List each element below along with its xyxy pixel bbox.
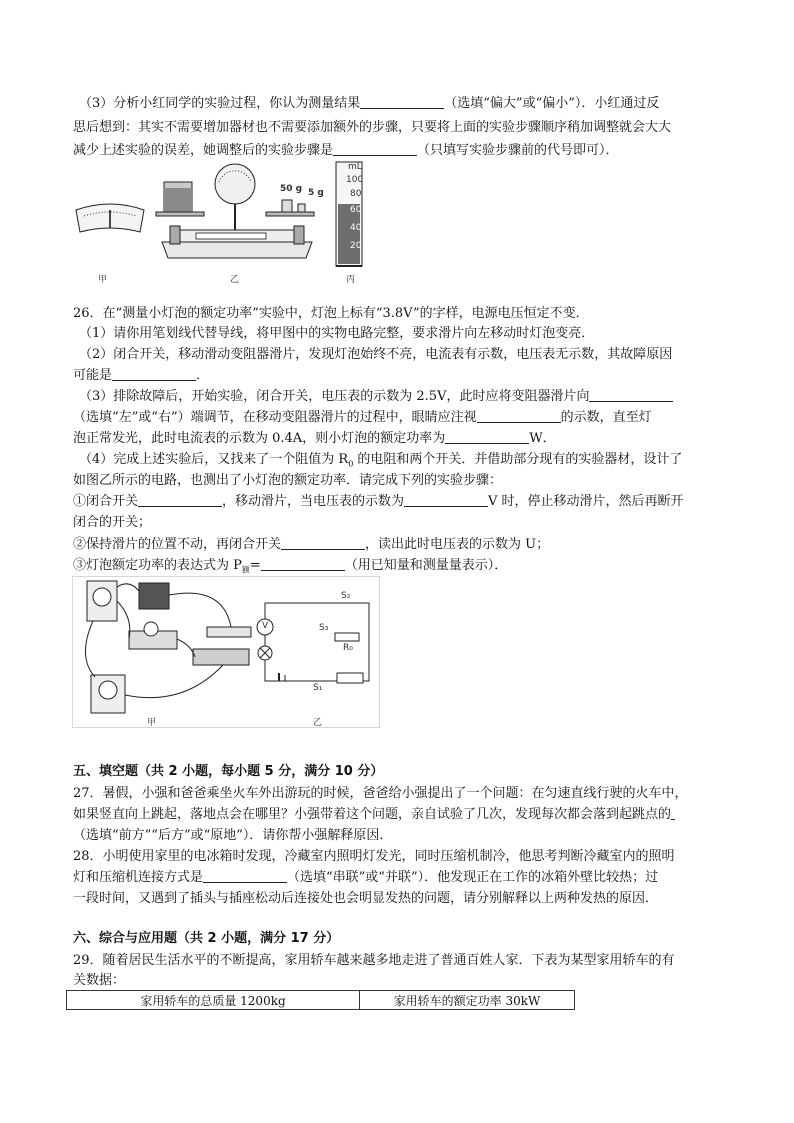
answer-blank[interactable] [404, 492, 488, 507]
q26-line7: 泡正常发光，此时电流表的示数为 0.4A，则小灯泡的额定功率为 W． [73, 431, 556, 446]
q28-line2: 灯和压缩机连接方式是 （选填“串联”或“并联”）．他发现正在工作的冰箱外壁比较热；过 [73, 870, 659, 885]
cylinder-tick-label: 20 [350, 241, 362, 251]
answer-blank[interactable] [112, 366, 196, 381]
answer-blank[interactable] [589, 387, 673, 402]
q26-line11: 闭合的开关； [73, 515, 152, 530]
q26-line4: 可能是 ． [73, 368, 210, 383]
q25-part3-line2: 思后想到：其实不需要增加器材也不需要添加额外的步骤，只要将上面的实验步骤顺序稍加调整就会大大 [73, 120, 672, 135]
q25-part3-line1: （3）分析小红同学的实验过程，你认为测量结果 （选填“偏大”或“偏小”）．小红通过反 [79, 96, 660, 111]
table-row [67, 991, 575, 1010]
q26-line12: ②保持滑片的位置不动，再闭合开关 ，读出此时电压表的示数为 U； [73, 537, 550, 552]
figure-label-yi: 乙 [313, 718, 323, 728]
figure-label-bing: 丙 [346, 275, 356, 285]
q27-line3: （选填“前方”“后方”或“原地”）．请你帮小强解释原因． [73, 828, 393, 843]
q26-line5: （3）排除故障后，开始实验，闭合开关，电压表的示数为 2.5V，此时应将变阻器滑片向 [79, 387, 739, 407]
figure-label-yi: 乙 [230, 275, 240, 285]
q25-part3-line3: 减少上述实验的误差，她调整后的实验步骤是 （只填写实验步骤前的代号即可）． [73, 143, 619, 158]
cylinder-tick-label: 80 [350, 189, 362, 199]
cylinder-tick-label: 100 [346, 175, 364, 185]
circuit-figure [72, 576, 380, 728]
q26-line1: 26．在“测量小灯泡的额定功率”实验中，灯泡上标有“3.8V”的字样，电源电压恒定不变． [73, 306, 589, 321]
cylinder-tick-label: 60 [350, 205, 362, 215]
switch-s1-label: S₁ [313, 683, 323, 693]
q26-line6: （选填“左”或“右”）端调节，在移动变阻器滑片的过程中，眼睛应注视 的示数，直至灯 [73, 410, 652, 425]
answer-blank[interactable] [203, 868, 287, 883]
q29-line1: 29．随着居民生活水平的不断提高，家用轿车越来越多地走进了普通百姓人家．下表为某型家用轿车的有 [73, 953, 675, 968]
answer-blank[interactable] [360, 94, 444, 109]
balance-figure [72, 160, 366, 284]
section5-title: 五、填空题（共 2 小题，每小题 5 分，满分 10 分） [73, 764, 384, 779]
weight-label: 5 g [308, 188, 324, 198]
cylinder-tick-label: 40 [350, 223, 362, 233]
car-spec-table [66, 990, 575, 1010]
answer-blank[interactable] [138, 492, 222, 507]
weight-label: 50 g [280, 184, 303, 194]
q26-line8: （4）完成上述实验后，又找来了一个阻值为 $R_0$ 的电阻和两个开关．并借助部分现有的实验器材，设计了 [79, 452, 683, 469]
q27-line1: 27．暑假，小强和爸爸乘坐火车外出游玩的时候，爸爸给小强提出了一个问题：在匀速直线行驶的火车中， [73, 786, 688, 801]
answer-blank[interactable] [281, 535, 365, 550]
q26-line13: ③灯泡额定功率的表达式为 $P_额=$ （用已知量和测量量表示）． [73, 558, 508, 575]
balance-apparatus-illustration [72, 160, 366, 284]
q26-line9: 如图乙所示的电路，也测出了小灯泡的额定功率．请完成下列的实验步骤： [73, 473, 503, 488]
answer-blank[interactable] [333, 141, 417, 156]
answer-blank[interactable] [671, 805, 675, 820]
table-cell: 家用轿车的总质量 1200kg [67, 991, 360, 1010]
q29-line2: 关数据： [73, 973, 126, 988]
answer-blank[interactable] [445, 429, 529, 444]
section6-title: 六、综合与应用题（共 2 小题，满分 17 分） [73, 931, 340, 946]
cylinder-unit-label: mL [348, 162, 362, 172]
figure-label-jia: 甲 [147, 718, 157, 728]
answer-blank[interactable] [477, 408, 561, 423]
q26-line3: （2）闭合开关，移动滑动变阻器滑片，发现灯泡始终不亮，电流表有示数，电压表无示数，其故障原因 [79, 347, 673, 362]
q27-line2: 如果竖直向上跳起，落地点会在哪里？小强带着这个问题，亲自试验了几次，发现每次都会落到起跳点的 [73, 805, 733, 825]
figure-label-jia: 甲 [98, 275, 108, 285]
q26-line10: ①闭合开关 ，移动滑片，当电压表的示数为 V 时，停止移动滑片，然后再断开 [73, 494, 684, 509]
switch-s2-label: S₂ [341, 591, 351, 601]
circuit-illustration [73, 577, 379, 727]
answer-blank[interactable] [261, 556, 345, 571]
resistor-r0-label: R₀ [343, 643, 353, 653]
q28-line3: 一段时间，又遇到了插头与插座松动后连接处也会明显发热的问题，请分别解释以上两种发热的原因． [73, 891, 659, 906]
q28-line1: 28．小明使用家里的电冰箱时发现，冷藏室内照明灯发光，同时压缩机制冷，他思考判断冷藏室内的照明 [73, 849, 675, 864]
switch-s3-label: S₃ [319, 623, 329, 633]
voltmeter-label: V [262, 621, 269, 631]
q26-line2: （1）请你用笔划线代替导线，将甲图中的实物电路完整，要求滑片向左移动时灯泡变亮． [79, 326, 595, 341]
table-cell: 家用轿车的额定功率 30kW [360, 991, 575, 1010]
